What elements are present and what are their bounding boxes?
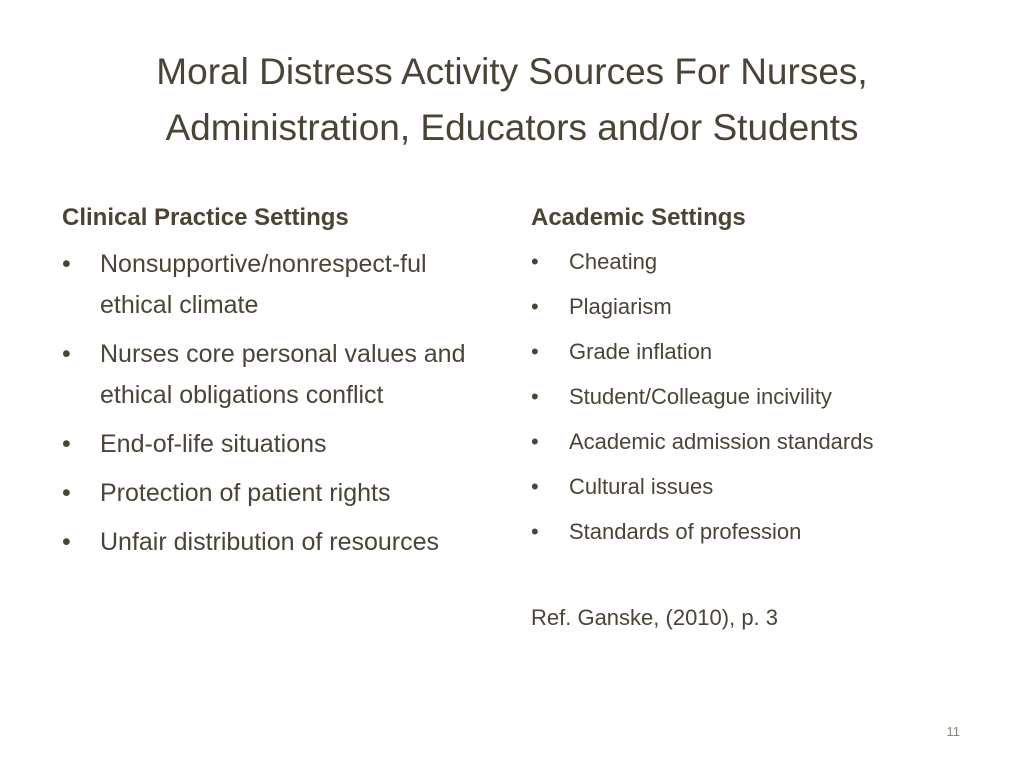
list-item xyxy=(62,522,502,563)
list-item-text: End-of-life situations xyxy=(100,430,327,458)
list-item xyxy=(531,424,991,460)
bullet-icon: • xyxy=(531,294,539,319)
academic-heading: Academic Settings xyxy=(531,204,746,231)
list-item-text: Student/Colleague incivility xyxy=(569,384,832,409)
reference-citation: Ref. Ganske, (2010), p. 3 xyxy=(531,605,779,630)
slide-title xyxy=(60,44,964,156)
bullet-icon: • xyxy=(62,430,71,458)
list-item-text: Standards of profession xyxy=(569,519,802,544)
bullet-icon: • xyxy=(531,474,539,499)
academic-column xyxy=(531,200,991,636)
slide-title-line-2: Administration, Educators and/or Students xyxy=(165,107,859,148)
list-item xyxy=(531,469,991,505)
bullet-icon: • xyxy=(62,250,71,278)
page-number: 11 xyxy=(946,724,960,739)
list-item-text: Cheating xyxy=(569,249,658,274)
academic-list xyxy=(531,244,991,550)
list-item-text: Nonsupportive/nonrespect-ful ethical climate xyxy=(100,250,427,319)
list-item-text: Nurses core personal values and ethical obligations conflict xyxy=(100,340,466,409)
list-item-text: Protection of patient rights xyxy=(100,479,391,507)
list-item-text: Cultural issues xyxy=(569,474,714,499)
list-item xyxy=(531,514,991,550)
bullet-icon: • xyxy=(531,339,539,364)
list-item xyxy=(531,244,991,280)
list-item xyxy=(62,334,502,416)
list-item xyxy=(62,473,502,514)
list-item xyxy=(62,424,502,465)
list-item-text: Plagiarism xyxy=(569,294,672,319)
list-item xyxy=(62,244,502,326)
list-item-text: Academic admission standards xyxy=(569,429,874,454)
bullet-icon: • xyxy=(62,479,71,507)
list-item xyxy=(531,334,991,370)
list-item xyxy=(531,289,991,325)
clinical-list xyxy=(62,244,502,563)
clinical-column xyxy=(62,200,502,571)
list-item-text: Grade inflation xyxy=(569,339,713,364)
bullet-icon: • xyxy=(531,519,539,544)
bullet-icon: • xyxy=(531,429,539,454)
bullet-icon: • xyxy=(531,249,539,274)
bullet-icon: • xyxy=(62,528,71,556)
list-item-text: Unfair distribution of resources xyxy=(100,528,440,556)
bullet-icon: • xyxy=(531,384,539,409)
clinical-heading: Clinical Practice Settings xyxy=(62,204,349,231)
bullet-icon: • xyxy=(62,340,71,368)
slide-title-line-1: Moral Distress Activity Sources For Nurses, xyxy=(156,51,868,92)
list-item xyxy=(531,379,991,415)
